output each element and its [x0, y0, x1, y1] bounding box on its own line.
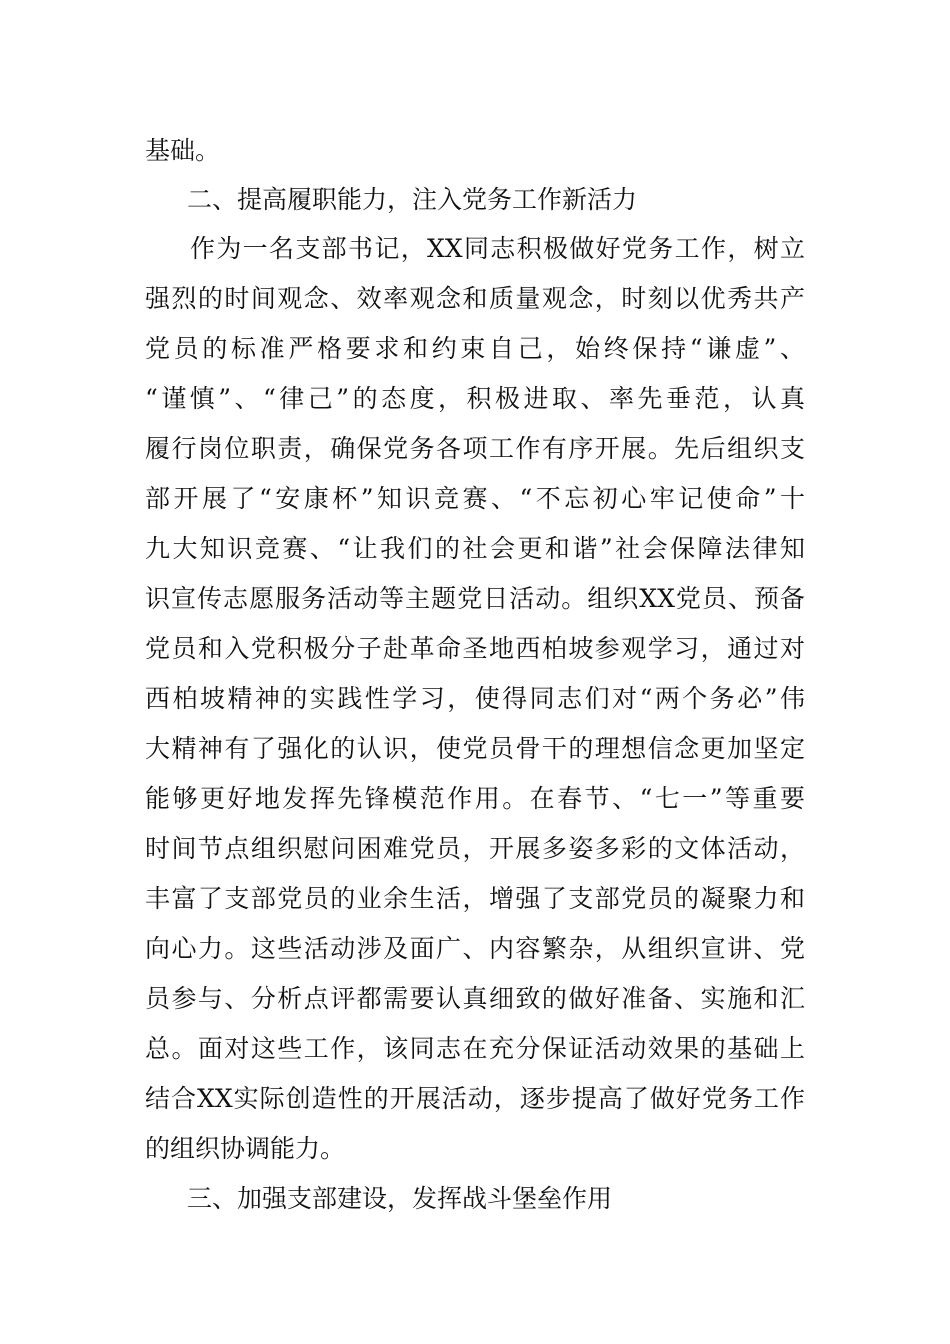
paragraph-line: 大精神有了强化的认识，使党员骨干的理想信念更加坚定 [145, 734, 805, 763]
paragraph-last-line: 的组织协调能力。 [145, 1134, 346, 1163]
paragraph-line: “谨慎”、“律己”的态度，积极进取、率先垂范，认真 [145, 384, 805, 413]
paragraph-line: 九大知识竞赛、“让我们的社会更和谐”社会保障法律知 [145, 534, 805, 563]
paragraph-line: 向心力。这些活动涉及面广、内容繁杂，从组织宣讲、党 [145, 934, 805, 963]
section-heading-2: 二、提高履职能力，注入党务工作新活力 [187, 185, 638, 214]
section-heading-3: 三、加强支部建设，发挥战斗堡垒作用 [187, 1184, 613, 1213]
paragraph-line: 识宣传志愿服务活动等主题党日活动。组织XX党员、预备 [145, 584, 805, 613]
paragraph-line: 党员的标准严格要求和约束自己，始终保持“谦虚”、 [145, 334, 805, 363]
paragraph-line: 时间节点组织慰问困难党员，开展多姿多彩的文体活动， [145, 834, 805, 863]
paragraph-line: 部开展了“安康杯”知识竞赛、“不忘初心牢记使命”十 [145, 484, 805, 513]
paragraph-line: 能够更好地发挥先锋模范作用。在春节、“七一”等重要 [145, 784, 805, 813]
paragraph-line: 西柏坡精神的实践性学习，使得同志们对“两个务必”伟 [145, 684, 805, 713]
paragraph-line: 强烈的时间观念、效率观念和质量观念，时刻以优秀共产 [145, 284, 805, 313]
paragraph-line: 总。面对这些工作，该同志在充分保证活动效果的基础上 [145, 1034, 805, 1063]
text-line-continuation: 基础。 [145, 136, 221, 165]
paragraph-line: 党员和入党积极分子赴革命圣地西柏坡参观学习，通过对 [145, 634, 805, 663]
paragraph-line: 员参与、分析点评都需要认真细致的做好准备、实施和汇 [145, 984, 805, 1013]
paragraph-line: 结合XX实际创造性的开展活动，逐步提高了做好党务工作 [145, 1084, 805, 1113]
paragraph-line: 丰富了支部党员的业余生活，增强了支部党员的凝聚力和 [145, 884, 805, 913]
paragraph-line: 作为一名支部书记，XX同志积极做好党务工作，树立 [190, 234, 805, 263]
paragraph-line: 履行岗位职责，确保党务各项工作有序开展。先后组织支 [145, 434, 805, 463]
